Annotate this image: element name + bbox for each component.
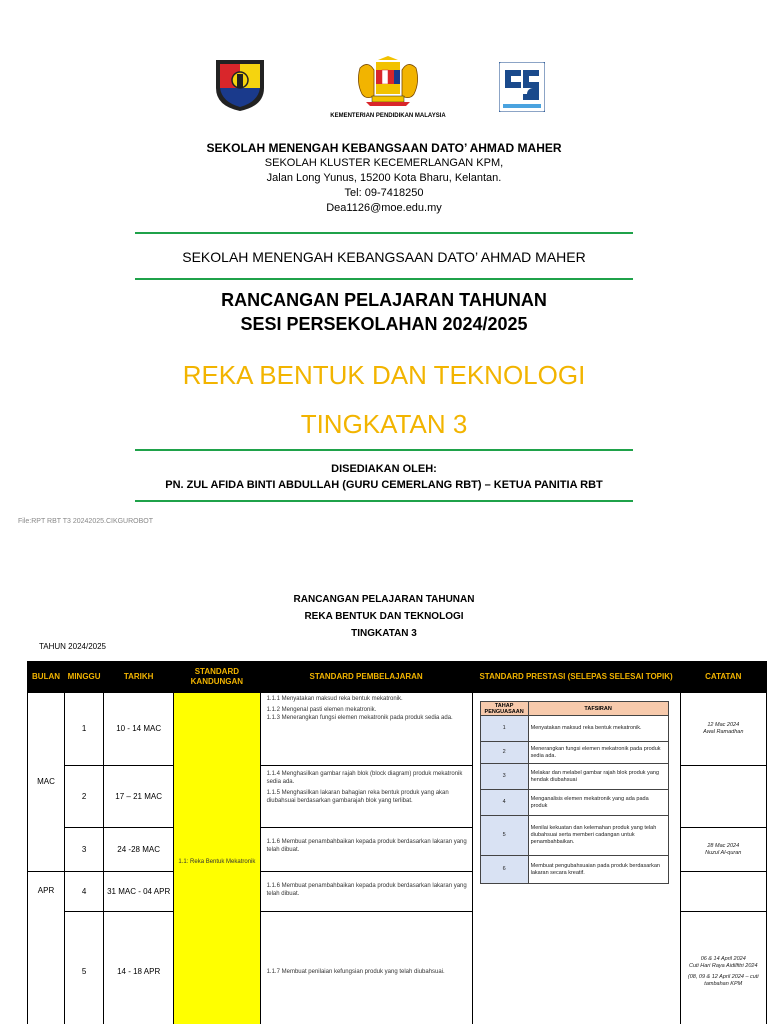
file-label: File:RPT RBT T3 20242025.CIKGUROBOT [18,518,153,525]
divider-line [135,500,633,502]
date-cell: 10 - 14 MAC [104,693,174,766]
school-tel: Tel: 09-7418250 [344,187,424,199]
week-cell: 5 [65,912,104,1024]
sp-item: 1.1.1 Menyatakan maksud reka bentuk mekatronik. [266,696,403,702]
tahap-header: TAHAP PENGUASAAN [480,702,528,716]
tahap-row [480,742,668,764]
week-cell: 1 [65,693,104,766]
date-cell: 17 – 21 MAC [104,766,174,828]
note-line: (08, 09 & 12 April 2024 – cuti tambahan KPM [687,973,759,987]
catatan-cell [680,912,766,1024]
prepared-label: DISEDIAKAN OLEH: [331,463,437,475]
sp-item: 1.1.7 Membuat penilaian kefungsian produk yang telah diubahsuai. [266,968,445,975]
standard-pembelajaran-cell [260,766,472,828]
sp-item: 1.1.6 Membuat penambahbaikan kepada produk berdasarkan lakaran yang telah dibuat. [266,883,467,897]
header-standard-prestasi: STANDARD PRESTASI (SELEPAS SELESAI TOPIK) [472,662,680,693]
rpt-title-line2: SESI PERSEKOLAHAN 2024/2025 [240,314,528,334]
tafsiran-header: TAFSIRAN [528,702,668,716]
month-cell-apr: APR [28,872,65,1024]
malaysia-coat-of-arms-logo [352,56,424,108]
tahap-desc: Menganalisis elemen mekatronik yang ada pada produk [528,790,668,816]
plan-heading [0,591,768,642]
school-cluster: SEKOLAH KLUSTER KECEMERLANGAN KPM, [264,157,504,169]
subject-title: REKA BENTUK DAN TEKNOLOGI [182,360,586,390]
table-header-row [28,662,767,693]
sp-item: 1.1.2 Mengenal pasti elemen mekatronik. [266,707,377,713]
standard-kandungan-cell: 1.1: Reka Bentuk Mekatronik [174,693,260,1024]
plan-heading-line3: TINGKATAN 3 [351,628,417,639]
rpt-title [0,288,768,336]
catatan-cell [680,693,766,766]
tahap-level: 2 [480,742,528,764]
sp-item: 1.1.6 Membuat penambahbaikan kepada produk berdasarkan lakaran yang telah dibuat. [266,839,467,853]
tahap-table [480,701,669,884]
standard-prestasi-cell [472,693,680,1024]
catatan-cell [680,872,766,912]
header-catatan: CATATAN [680,662,766,693]
header-standard-kandungan: STANDARD KANDUNGAN [174,662,260,693]
tahap-level: 4 [480,790,528,816]
catatan-cell [680,828,766,872]
divider-line [135,278,633,280]
prepared-name: PN. ZUL AFIDA BINTI ABDULLAH (GURU CEMERLANG RBT) – KETUA PANITIA RBT [165,479,603,491]
standard-pembelajaran-cell [260,872,472,912]
note-line: Awal Ramadhan [703,729,744,735]
plan-heading-line2: REKA BENTUK DAN TEKNOLOGI [304,611,464,622]
logo-row [0,56,768,126]
plan-heading-line1: RANCANGAN PELAJARAN TAHUNAN [293,594,475,605]
note-line: Cuti Hari Raya Aidilfitri 2024 [688,962,758,969]
note-line: 28 Mac 2024 [707,842,740,849]
divider-line [135,232,633,234]
week-cell: 2 [65,766,104,828]
tahap-desc: Menerangkan fungsi elemen mekatronik pada produk sedia ada. [528,742,668,764]
table-row [28,693,767,766]
tahap-desc: Membuat pengubahsuaian pada produk berdasarkan lakaran secara kreatif. [528,856,668,884]
school-address: Jalan Long Yunus, 15200 Kota Bharu, Kelantan. [266,172,502,184]
tahap-row [480,790,668,816]
catatan-cell [680,766,766,828]
tahap-row [480,816,668,856]
school-name: SEKOLAH MENENGAH KEBANGSAAN DATO’ AHMAD MAHER [206,141,562,155]
kluster-logo [499,62,545,112]
header-tarikh: TARIKH [104,662,174,693]
school-email: Dea1126@moe.edu.my [326,202,442,214]
tahap-level: 3 [480,764,528,790]
divider-line [135,449,633,451]
school-name-secondary: SEKOLAH MENENGAH KEBANGSAAN DATO’ AHMAD MAHER [182,249,586,265]
tahap-desc: Menilai kekuatan dan kelemahan produk yang telah diubahsuai serta memberi cadangan untuk penambahbaikan. [528,816,668,856]
sp-item: 1.1.5 Menghasilkan lakaran bahagian reka bentuk produk yang akan diubahsuai berdasarkan gambarajah blok yang terlibat. [266,790,449,804]
kpm-label: KEMENTERIAN PENDIDIKAN MALAYSIA [330,113,446,119]
week-cell: 3 [65,828,104,872]
prepared-by-block [0,461,768,493]
header-bulan: BULAN [28,662,65,693]
standard-pembelajaran-cell [260,912,472,1024]
sp-item: 1.1.3 Menerangkan fungsi elemen mekatronik pada produk sedia ada. [266,715,453,721]
form-level-title: TINGKATAN 3 [300,409,468,439]
tahap-desc: Melakar dan melabel gambar rajah blok produk yang hendak diubahsuai [528,764,668,790]
standard-pembelajaran-cell [260,828,472,872]
rpt-title-line1: RANCANGAN PELAJARAN TAHUNAN [221,290,547,310]
rpt-table [27,661,767,1024]
year-label: TAHUN 2024/2025 [39,642,106,651]
date-cell: 31 MAC - 04 APR [104,872,174,912]
tahap-desc: Menyatakan maksud reka bentuk mekatronik. [528,716,668,742]
standard-pembelajaran-cell [260,693,472,766]
tahap-level: 5 [480,816,528,856]
note-line: Nuzul Al-quran [705,849,742,856]
week-cell: 4 [65,872,104,912]
note-line: 12 Mac 2024 [707,722,740,728]
tahap-row [480,764,668,790]
header-standard-pembelajaran: STANDARD PEMBELAJARAN [260,662,472,693]
tahap-row [480,716,668,742]
date-cell: 14 - 18 APR [104,912,174,1024]
tahap-level: 6 [480,856,528,884]
tahap-row [480,856,668,884]
header-minggu: MINGGU [65,662,104,693]
sp-item: 1.1.4 Menghasilkan gambar rajah blok (block diagram) produk mekatronik sedia ada. [266,771,463,785]
school-info [0,141,768,216]
note-line: 06 & 14 April 2024 [700,955,746,962]
month-cell-mac: MAC [28,693,65,872]
tahap-level: 1 [480,716,528,742]
date-cell: 24 -28 MAC [104,828,174,872]
school-crest-logo [212,58,268,112]
